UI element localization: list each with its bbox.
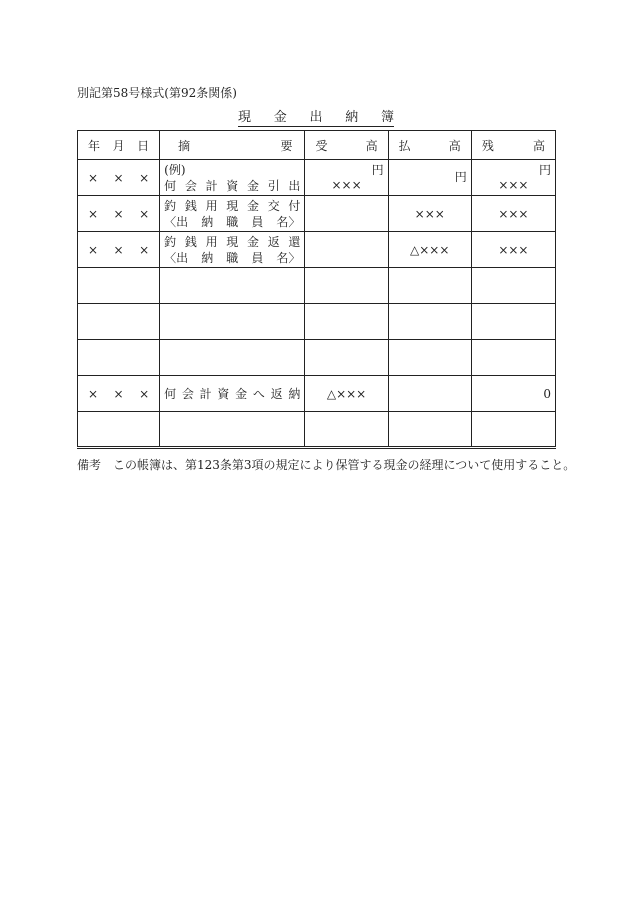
received-cell bbox=[305, 340, 388, 376]
date-year: × bbox=[88, 386, 99, 401]
desc-sub-char: 名〉 bbox=[276, 214, 301, 229]
desc-char: 資 bbox=[217, 387, 230, 401]
date-day: × bbox=[139, 386, 150, 401]
balance-cell: ××× bbox=[471, 232, 555, 268]
desc-sub-char: 員 bbox=[251, 214, 264, 229]
balance-cell bbox=[471, 304, 555, 340]
title-char: 現 bbox=[238, 110, 252, 125]
received-cell bbox=[305, 232, 388, 268]
date-day: × bbox=[139, 170, 150, 185]
title-char: 金 bbox=[273, 110, 287, 125]
desc-char: 納 bbox=[288, 387, 301, 401]
desc-char: 銭 bbox=[184, 234, 197, 249]
received-cell bbox=[305, 160, 388, 196]
date-cell bbox=[78, 232, 160, 268]
paid-cell bbox=[388, 160, 471, 196]
received-amount: ××× bbox=[331, 177, 362, 192]
balance-cell bbox=[471, 340, 555, 376]
desc-char: 銭 bbox=[184, 198, 197, 213]
desc-char: 現 bbox=[226, 198, 239, 213]
date-cell bbox=[78, 412, 160, 448]
description-cell bbox=[160, 268, 305, 304]
table-row bbox=[78, 196, 556, 232]
date-cell bbox=[78, 160, 160, 196]
desc-sub-char: 名〉 bbox=[276, 250, 301, 265]
cash-ledger-table bbox=[77, 130, 556, 449]
desc-char: 返 bbox=[270, 387, 283, 401]
date-cell bbox=[78, 340, 160, 376]
desc-sub-char: 職 bbox=[226, 214, 239, 229]
desc-char: 用 bbox=[205, 234, 218, 249]
balance-cell: 0 bbox=[471, 376, 555, 412]
desc-char: 何 bbox=[164, 387, 177, 401]
date-cell bbox=[78, 376, 160, 412]
header-month: 月 bbox=[112, 138, 125, 153]
desc-char: 金 bbox=[246, 198, 259, 213]
desc-char: 返 bbox=[267, 234, 280, 249]
table-row bbox=[78, 376, 556, 412]
desc-char: 交 bbox=[267, 198, 280, 213]
yen-unit: 円 bbox=[454, 170, 467, 184]
paid-cell: △××× bbox=[388, 232, 471, 268]
table-row-empty bbox=[78, 268, 556, 304]
date-month: × bbox=[113, 206, 124, 221]
desc-char: 金 bbox=[246, 234, 259, 249]
desc-char: 出 bbox=[288, 178, 301, 193]
paid-cell bbox=[388, 376, 471, 412]
description-cell bbox=[160, 196, 305, 232]
received-cell bbox=[305, 196, 388, 232]
date-cell bbox=[78, 196, 160, 232]
paid-cell bbox=[388, 304, 471, 340]
table-row-empty bbox=[78, 304, 556, 340]
header-received-char: 受 bbox=[315, 138, 328, 153]
desc-char: 引 bbox=[267, 178, 280, 193]
desc-char: 還 bbox=[288, 234, 301, 249]
desc-char: 用 bbox=[205, 198, 218, 213]
title-char: 簿 bbox=[380, 110, 394, 125]
date-year: × bbox=[88, 170, 99, 185]
header-received bbox=[305, 131, 388, 160]
desc-char: 現 bbox=[226, 234, 239, 249]
header-paid-char: 払 bbox=[398, 138, 411, 153]
header-balance-char: 残 bbox=[481, 138, 494, 153]
desc-char: 資 bbox=[226, 178, 239, 193]
desc-sub-char: 職 bbox=[226, 250, 239, 265]
description-cell bbox=[160, 160, 305, 196]
header-date bbox=[78, 131, 160, 160]
header-balance bbox=[471, 131, 555, 160]
desc-sub-char: 員 bbox=[251, 250, 264, 265]
received-cell bbox=[305, 412, 388, 448]
desc-char: 金 bbox=[235, 387, 248, 401]
balance-cell bbox=[471, 160, 555, 196]
header-desc-char: 要 bbox=[280, 138, 293, 153]
desc-char: 釣 bbox=[164, 234, 177, 249]
table-row-empty bbox=[78, 412, 556, 448]
table-row bbox=[78, 232, 556, 268]
paid-cell bbox=[388, 412, 471, 448]
received-cell: △××× bbox=[305, 376, 388, 412]
desc-char: 釣 bbox=[164, 198, 177, 213]
balance-cell bbox=[471, 412, 555, 448]
header-paid-char: 高 bbox=[448, 138, 461, 153]
paid-cell bbox=[388, 340, 471, 376]
ledger-title bbox=[238, 106, 394, 127]
desc-char: 何 bbox=[164, 178, 177, 193]
desc-char: 付 bbox=[288, 198, 301, 213]
description-cell bbox=[160, 304, 305, 340]
balance-amount: ××× bbox=[498, 177, 529, 192]
balance-cell bbox=[471, 268, 555, 304]
header-description bbox=[160, 131, 305, 160]
example-label: (例) bbox=[164, 162, 186, 177]
desc-char: へ bbox=[252, 387, 265, 401]
date-day: × bbox=[139, 206, 150, 221]
header-year: 年 bbox=[88, 138, 101, 153]
header-balance-char: 高 bbox=[532, 138, 545, 153]
form-reference: 別記第58号様式(第92条関係) bbox=[77, 86, 237, 100]
date-year: × bbox=[88, 206, 99, 221]
desc-char: 金 bbox=[246, 178, 259, 193]
description-cell bbox=[160, 232, 305, 268]
header-row bbox=[78, 131, 556, 160]
date-cell bbox=[78, 268, 160, 304]
received-cell bbox=[305, 268, 388, 304]
yen-unit: 円 bbox=[538, 162, 551, 177]
received-cell bbox=[305, 304, 388, 340]
desc-sub-char: 納 bbox=[201, 250, 214, 265]
paid-cell bbox=[388, 268, 471, 304]
desc-sub-char: 〈出 bbox=[164, 250, 189, 265]
desc-char: 会 bbox=[181, 387, 194, 401]
header-paid bbox=[388, 131, 471, 160]
balance-cell: ××× bbox=[471, 196, 555, 232]
description-cell bbox=[160, 376, 305, 412]
header-desc-char: 摘 bbox=[178, 138, 191, 153]
desc-sub-char: 納 bbox=[201, 214, 214, 229]
date-month: × bbox=[113, 242, 124, 257]
table-row-empty bbox=[78, 340, 556, 376]
description-cell bbox=[160, 340, 305, 376]
date-day: × bbox=[139, 242, 150, 257]
header-received-char: 高 bbox=[365, 138, 378, 153]
table-row bbox=[78, 160, 556, 196]
desc-char: 計 bbox=[199, 387, 212, 401]
desc-sub-char: 〈出 bbox=[164, 214, 189, 229]
description-cell bbox=[160, 412, 305, 448]
date-month: × bbox=[113, 170, 124, 185]
title-char: 出 bbox=[309, 110, 323, 125]
desc-char: 会 bbox=[184, 178, 197, 193]
title-char: 納 bbox=[345, 110, 359, 125]
date-year: × bbox=[88, 242, 99, 257]
desc-char: 計 bbox=[205, 178, 218, 193]
remarks-note: 備考 この帳簿は、第123条第3項の規定により保管する現金の経理について使用すること。 bbox=[77, 458, 576, 472]
date-cell bbox=[78, 304, 160, 340]
yen-unit: 円 bbox=[371, 162, 384, 177]
header-day: 日 bbox=[137, 138, 150, 153]
date-month: × bbox=[113, 386, 124, 401]
paid-cell: ××× bbox=[388, 196, 471, 232]
